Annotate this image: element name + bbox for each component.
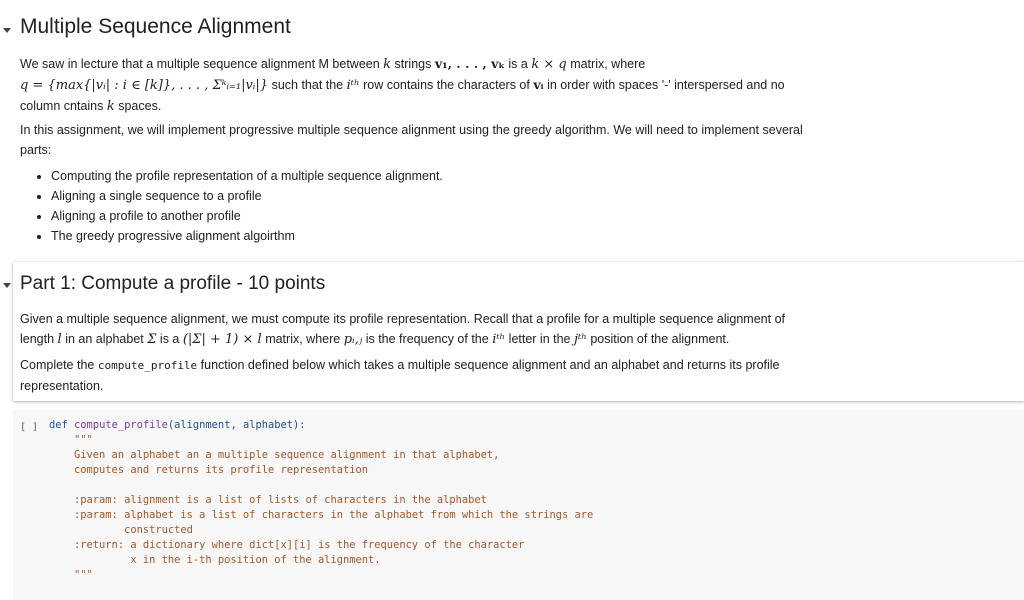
- code-function-name: compute_profile: [74, 419, 168, 431]
- section-title-part-1: Part 1: Compute a profile - 10 points: [20, 273, 326, 294]
- inline-code: compute_profile: [97, 359, 198, 372]
- section-title-multiple-sequence-alignment: Multiple Sequence Alignment: [20, 15, 291, 38]
- intro-paragraph: We saw in lecture that a multiple sequence alignment M between k strings v₁, . . . , vₖ is a k × q matrix, where q = {max{|vᵢ| : i ∈ [k]}, . . . , Σᵏᵢ₌₁|vᵢ|} such that the iᵗʰ row contains the characters of vᵢ in order with spaces '-' interspersed and no column cntains k spaces.: [20, 56, 785, 114]
- code-keyword: def: [49, 419, 68, 431]
- instructions-paragraph: Complete the compute_profile function defined below which takes a multiple sequence alignment and an alphabet and returns its profile representation.: [20, 358, 780, 393]
- assignment-paragraph: In this assignment, we will implement progressive multiple sequence alignment using the greedy algorithm. We will need to implement several parts:: [20, 123, 803, 157]
- collapse-section-arrow-icon[interactable]: [3, 283, 11, 288]
- code-cell[interactable]: [13, 410, 1024, 600]
- list-item: • Aligning a single sequence to a profile: [51, 186, 443, 206]
- code-params: (alignment, alphabet):: [167, 419, 306, 431]
- parts-list: [20, 166, 443, 246]
- profile-paragraph: Given a multiple sequence alignment, we must compute its profile representation. Recall that a profile for a multiple sequence alignment of length l in an alphabet Σ is a (|Σ| + 1) × l matrix, where pᵢ,ⱼ is the frequency of the iᵗʰ letter in the jᵗʰ position of the alignment.: [20, 312, 785, 347]
- collapse-section-arrow-icon[interactable]: [3, 28, 11, 33]
- list-item: • Aligning a profile to another profile: [51, 206, 443, 226]
- list-item: • Computing the profile representation of a multiple sequence alignment.: [51, 166, 443, 186]
- code-editor[interactable]: [49, 418, 593, 583]
- code-docstring: """ Given an alphabet an a multiple sequence alignment in that alphabet, computes and returns its profile representation :param: alignment is a list of lists of characters in the alphabet :param: alphabet is a list of characters in the alphabet from which the strings are constructed :return: a dictionary where dict[x][i] is the frequency of the character x in the i-th position of the alignment. """: [74, 434, 594, 581]
- list-item: • The greedy progressive alignment algoirthm: [51, 226, 443, 246]
- run-cell-button[interactable]: [ ]: [20, 422, 39, 433]
